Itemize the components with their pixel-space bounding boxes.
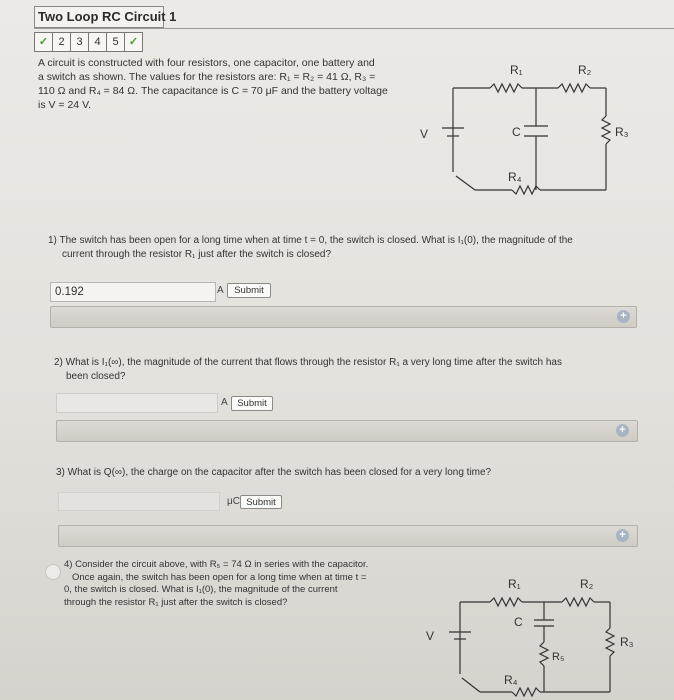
q4-line-2: Once again, the switch has been open for a long time when at time t = — [72, 571, 367, 583]
question-1 — [48, 234, 658, 262]
q1-hint-bar[interactable] — [50, 306, 637, 328]
q1-submit-button[interactable]: Submit — [227, 283, 271, 298]
q3-answer-input[interactable] — [58, 492, 220, 511]
q3-hint-bar[interactable] — [58, 525, 638, 547]
q1-answer-input[interactable]: 0.192 — [50, 282, 216, 302]
q4-line-4: through the resistor R₁ just after the switch is closed? — [64, 596, 288, 608]
q4-line-3: 0, the switch is closed. What is I₁(0), the magnitude of the current — [64, 584, 338, 595]
label-r1: R₁ — [510, 63, 523, 77]
step-4[interactable]: 4 — [89, 33, 107, 51]
label-r2: R₂ — [578, 63, 592, 77]
page-title: Two Loop RC Circuit 1 — [38, 9, 177, 24]
q1-line-2: current through the resistor R₁ just after the switch is closed? — [62, 249, 332, 260]
label-c: C — [514, 615, 523, 629]
plus-icon[interactable]: + — [617, 310, 630, 323]
label-r3: R₃ — [615, 125, 629, 139]
problem-line-1: A circuit is constructed with four resistors, one capacitor, one battery and — [38, 57, 375, 69]
circuit-diagram-1 — [410, 54, 660, 204]
q2-line-2: been closed? — [66, 371, 126, 382]
label-v: V — [426, 629, 435, 643]
q3-line-1: 3) What is Q(∞), the charge on the capacitor after the switch has been closed for a very long time? — [56, 467, 492, 478]
problem-statement — [38, 56, 408, 112]
step-3[interactable]: 3 — [71, 33, 89, 51]
problem-line-2: a switch as shown. The values for the resistors are: R₁ = R₂ = 41 Ω, R₃ = — [38, 71, 376, 83]
circuit-diagram-2 — [410, 568, 660, 700]
q3-submit-button[interactable]: Submit — [240, 495, 282, 509]
step-5[interactable]: 5 — [107, 33, 125, 51]
q2-hint-bar[interactable] — [56, 420, 638, 442]
step-navigator — [34, 32, 143, 52]
question-3 — [56, 466, 656, 480]
plus-icon[interactable]: + — [616, 424, 629, 437]
question-2 — [54, 356, 654, 384]
q4-line-1: 4) Consider the circuit above, with R₅ = 74 Ω in series with the capacitor. — [64, 559, 369, 570]
q2-line-1: 2) What is I₁(∞), the magnitude of the current that flows through the resistor R₁ a very long time after the switch has — [54, 357, 562, 368]
label-r1: R₁ — [508, 577, 521, 591]
q3-unit: μC — [227, 496, 240, 507]
label-r4: R₄ — [508, 170, 522, 184]
q2-submit-button[interactable]: Submit — [231, 396, 273, 411]
radio-icon[interactable] — [45, 564, 61, 580]
question-4 — [64, 559, 424, 609]
problem-line-3: 110 Ω and R₄ = 84 Ω. The capacitance is C = 70 μF and the battery voltage — [38, 85, 388, 97]
q2-answer-input[interactable] — [56, 393, 218, 413]
plus-icon[interactable]: + — [616, 529, 629, 542]
label-r3: R₃ — [620, 635, 634, 649]
step-2[interactable]: 2 — [53, 33, 71, 51]
label-r2: R₂ — [580, 577, 594, 591]
q1-line-1: 1) The switch has been open for a long time when at time t = 0, the switch is closed. What is I₁(0), the magnitude of the — [48, 235, 573, 246]
step-6-check-icon[interactable]: ✓ — [128, 36, 139, 48]
q2-unit: A — [221, 397, 228, 408]
q1-unit: A — [217, 285, 224, 296]
label-r4: R₄ — [504, 673, 518, 687]
label-v: V — [420, 127, 429, 141]
problem-line-4: is V = 24 V. — [38, 99, 92, 111]
label-c: C — [512, 125, 521, 139]
label-r5: R₅ — [552, 651, 565, 663]
step-1-check-icon[interactable]: ✓ — [35, 33, 53, 51]
